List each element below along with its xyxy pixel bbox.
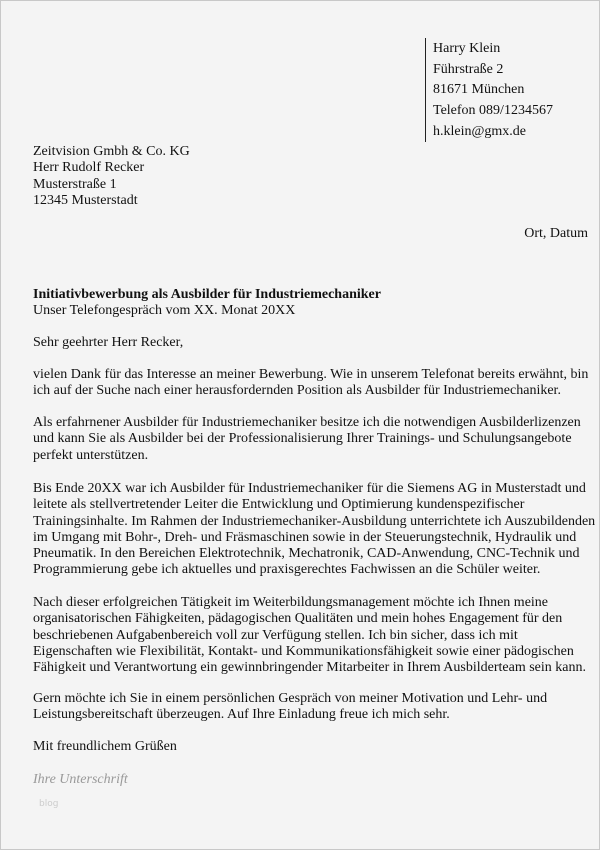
paragraph-2 — [33, 415, 581, 464]
text-line: und kann Sie als Ausbilder bei der Professionalisierung Ihrer Trainings- und Schulungsangebote — [33, 431, 572, 447]
text-line: Bis Ende 20XX war ich Ausbilder für Industriemechaniker für die Siemens AG in Musterstadt und — [33, 481, 586, 496]
subject-reference: Unser Telefongespräch vom XX. Monat 20XX — [33, 303, 296, 319]
text-line: Fähigkeit und Verantwortung ein gewinnbringender Mitarbeiter in Ihrem Ausbilderteam sein kann. — [33, 660, 586, 676]
text-line: ich auf der Suche nach einer herausfordernden Position als Ausbilder für Industriemechaniker. — [33, 383, 561, 399]
recipient-address — [33, 144, 190, 209]
text-line: Als erfahrnener Ausbilder für Industriemechaniker besitze ich die notwendigen Ausbilderlizenzen — [33, 415, 581, 430]
text-line: Leistungsbereitschaft überzeugen. Auf Ihre Einladung freue ich mich sehr. — [33, 707, 450, 723]
text-line: organisatorischen Fähigkeiten, pädagogischen Qualitäten und mein hohes Engagement für den — [33, 611, 563, 627]
sender-name: Harry Klein — [433, 41, 501, 56]
text-line: im Umgang mit Bohr-, Dreh- und Fräsmaschinen sowie in der Steuerungstechnik, Hydraulik und — [33, 529, 577, 545]
closing: Mit freundlichem Grüßen — [33, 739, 177, 754]
text-line: leitete als stellvertretender Leiter die Entwicklung und Optimierung kundenspezifischer — [33, 497, 525, 513]
place-date: Ort, Datum — [524, 226, 588, 241]
signature-placeholder: Ihre Unterschrift — [33, 772, 128, 787]
paragraph-1 — [33, 367, 588, 400]
subject — [33, 287, 381, 320]
text-line: Pneumatik. In den Bereichen Elektrotechnik, Mechatronik, CAD-Anwendung, CNC-Technik und — [33, 546, 580, 562]
text-line: Nach dieser erfolgreichen Tätigkeit im Weiterbildungsmanagement möchte ich Ihnen meine — [33, 595, 549, 610]
subject-title: Initiativbewerbung als Ausbilder für Industriemechaniker — [33, 287, 381, 302]
sender-divider — [425, 38, 426, 142]
recipient-company: Zeitvision Gmbh & Co. KG — [33, 144, 190, 159]
recipient-street: Musterstraße 1 — [33, 176, 117, 192]
text-line: perfekt unterstützen. — [33, 447, 149, 463]
sender-city: 81671 München — [433, 82, 525, 98]
text-line: vielen Dank für das Interesse an meiner Bewerbung. Wie in unserem Telefonat bereits erwähnt, bin — [33, 367, 589, 382]
paragraph-4 — [33, 595, 586, 676]
salutation: Sehr geehrter Herr Recker, — [33, 335, 184, 350]
text-line: beschriebenen Aufgabenbereich voll zur Verfügung stellen. Ich bin sicher, dass ich mit — [33, 627, 518, 643]
sender-email: h.klein@gmx.de — [433, 123, 526, 139]
sender-phone: Telefon 089/1234567 — [433, 103, 553, 119]
recipient-city: 12345 Musterstadt — [33, 192, 138, 208]
paragraph-3 — [33, 481, 595, 579]
sender-address — [433, 39, 553, 143]
text-line: Eigenschaften wie Flexibilität, Kontakt- und Kommunikationsfähigkeit sowie einer pädogischen — [33, 643, 574, 659]
text-line: Trainingsinhalte. Im Rahmen der Industriemechaniker-Ausbildung unterrichtete ich Auszubildenden — [33, 513, 596, 529]
paragraph-5 — [33, 691, 547, 724]
text-line: Programmierung gebe ich aktuelles und praxisgerechtes Fachwissen an die Schüler weiter. — [33, 562, 541, 578]
text-line: Gern möchte ich Sie in einem persönlichen Gespräch von meiner Motivation und Lehr- und — [33, 691, 548, 706]
sender-street: Führstraße 2 — [433, 61, 504, 77]
watermark: blog — [39, 799, 59, 809]
recipient-name: Herr Rudolf Recker — [33, 160, 145, 176]
